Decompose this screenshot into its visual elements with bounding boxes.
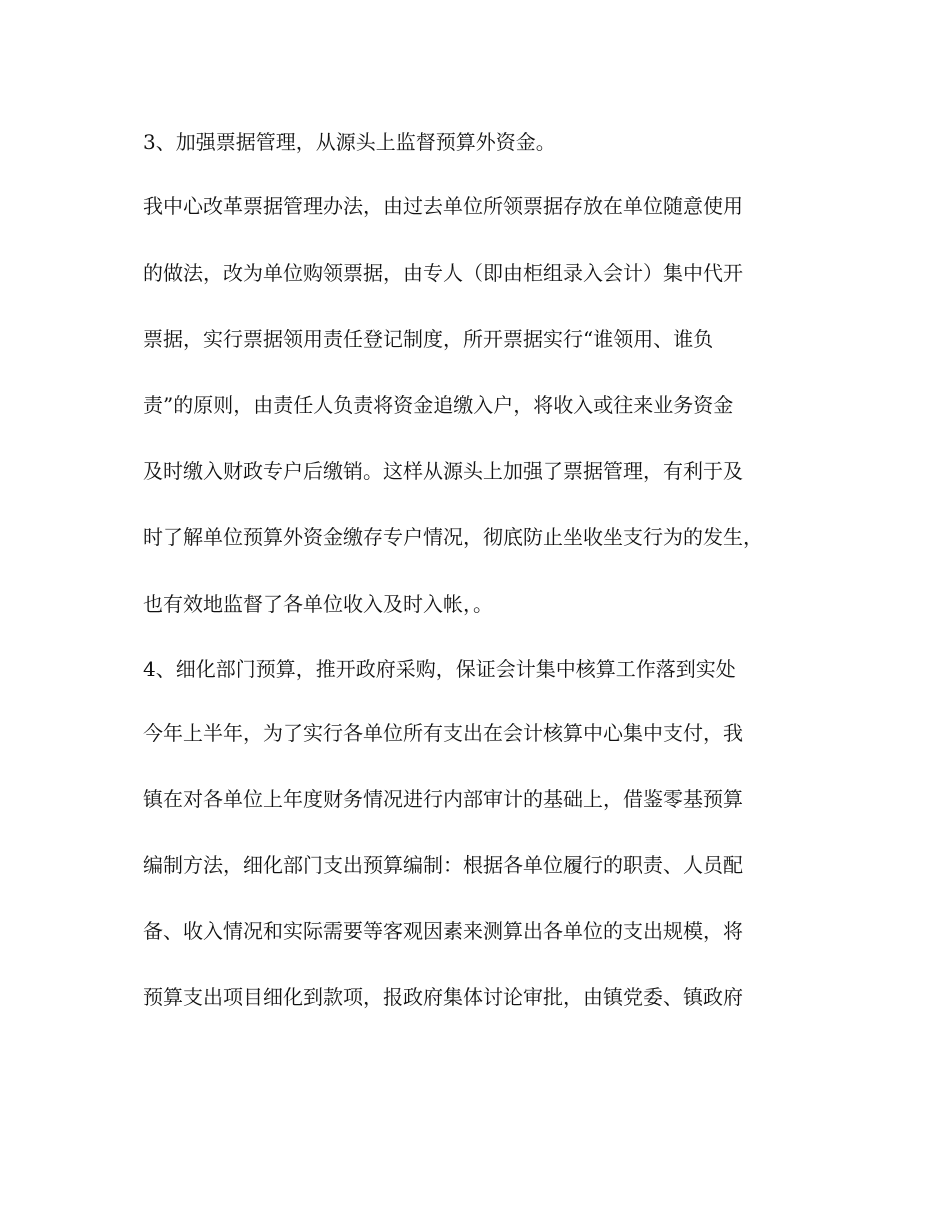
section-heading-3: 3、加强票据管理，从源头上监督预算外资金。 (143, 130, 556, 154)
paragraph-line: 备、收入情况和实际需要等客观因素来测算出各单位的支出规模，将 (143, 919, 743, 943)
paragraph-line: 编制方法，细化部门支出预算编制：根据各单位履行的职责、人员配 (143, 853, 743, 877)
section-heading-4: 4、细化部门预算，推开政府采购，保证会计集中核算工作落到实处 (143, 657, 736, 681)
paragraph-line: 时了解单位预算外资金缴存专户情况，彻底防止坐收坐支行为的发生， (143, 525, 763, 549)
paragraph-line: 票据，实行票据领用责任登记制度，所开票据实行“谁领用、谁负 (143, 327, 714, 351)
paragraph-line: 我中心改革票据管理办法，由过去单位所领票据存放在单位随意使用 (143, 194, 743, 218)
paragraph-line: 的做法，改为单位购领票据，由专人（即由柜组录入会计）集中代开 (143, 261, 743, 285)
paragraph-line: 责”的原则，由责任人负责将资金追缴入户，将收入或往来业务资金 (143, 393, 734, 417)
paragraph-line: 也有效地监督了各单位收入及时入帐，。 (143, 592, 493, 616)
paragraph-line: 及时缴入财政专户后缴销。这样从源头上加强了票据管理，有利于及 (143, 459, 743, 483)
paragraph-line: 镇在对各单位上年度财务情况进行内部审计的基础上，借鉴零基预算 (143, 787, 743, 811)
paragraph-line: 今年上半年，为了实行各单位所有支出在会计核算中心集中支付，我 (143, 721, 743, 745)
paragraph-line: 预算支出项目细化到款项，报政府集体讨论审批，由镇党委、镇政府 (143, 985, 743, 1009)
